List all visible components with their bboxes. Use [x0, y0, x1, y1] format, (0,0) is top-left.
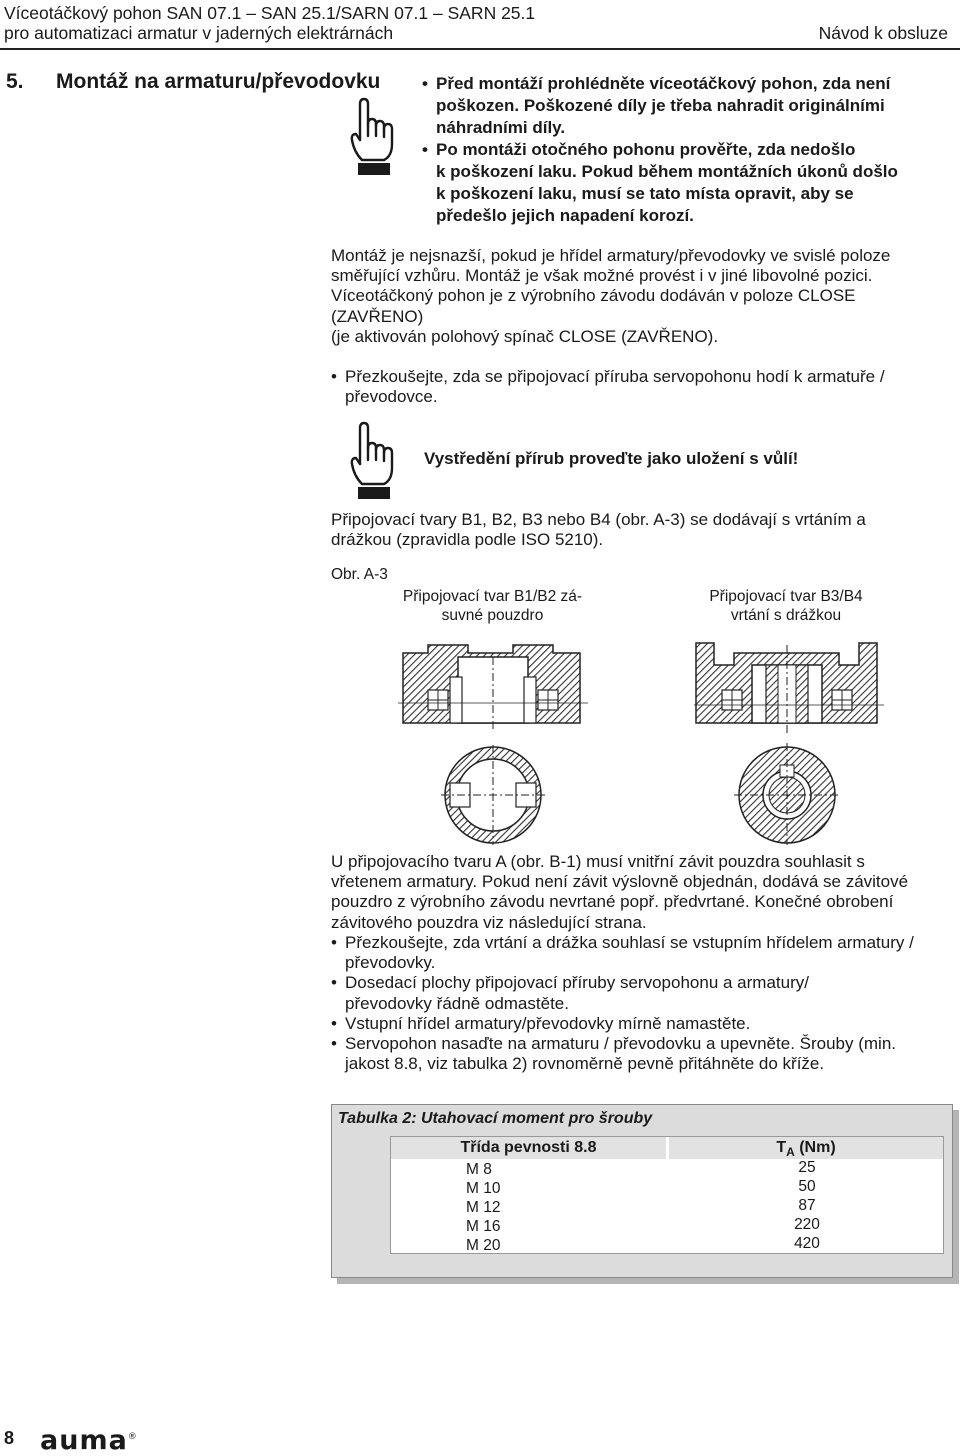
hand-warning-icon: [346, 420, 396, 500]
paragraph-line: vřetenem armatury. Pokud není závit výslovně objednán, dodává se závitové: [331, 872, 909, 892]
section-number: 5.: [6, 70, 24, 93]
table-cell: 87: [798, 1197, 816, 1214]
page-number: 8: [4, 1428, 15, 1448]
table-cell: 420: [794, 1235, 820, 1252]
right-section-view: [694, 643, 884, 845]
paragraph-line: Montáž je nejsnazší, pokud je hřídel armatury/převodovky ve svislé poloze: [331, 246, 891, 265]
warning-line: Po montáži otočného pohonu prověřte, zda nedošlo: [436, 140, 856, 159]
header-rule: [0, 48, 960, 50]
torque-unit: (Nm): [794, 1139, 836, 1156]
warning-line: Před montáží prohlédněte víceotáčkový pohon, zda není: [436, 74, 891, 93]
list-item: • Servopohon nasaďte na armaturu / převodovku a upevněte. Šrouby (min. jakost 8.8, viz tabulka 2) rovnoměrně pevně přitáhněte do kříže.: [331, 1034, 896, 1074]
torque-symbol: T: [776, 1139, 787, 1156]
table-cell: 50: [798, 1178, 816, 1195]
list-item-line: převodovky řádně odmastěte.: [345, 993, 569, 1013]
section-title: Montáž na armaturu/převodovku: [56, 70, 381, 93]
flange-drawing: [398, 635, 888, 845]
warning-line: náhradními díly.: [436, 118, 566, 137]
warning-line: k poškození laku, musí se tato místa opravit, aby se: [436, 184, 854, 203]
doc-header-title: Víceotáčkový pohon SAN 07.1 – SAN 25.1/SARN 07.1 – SARN 25.1: [4, 3, 536, 23]
auma-logo: [40, 1422, 138, 1456]
paragraph-line: Přezkoušejte, zda se připojovací příruba servopohonu hodí k armatuře /: [345, 367, 885, 386]
list-item-line: Dosedací plochy připojovací příruby servopohonu a armatury/: [345, 973, 809, 993]
mounting-paragraph: [331, 246, 951, 347]
left-section-view: [398, 645, 588, 845]
list-item-line: převodovky.: [345, 953, 436, 973]
paragraph-line: pouzdro z výrobního závodu nevrtané popř. předvrtané. Konečné obrobení: [331, 892, 894, 912]
hand-warning-icon: [346, 96, 396, 176]
paragraph-line: Připojovací tvary B1, B2, B3 nebo B4 (obr. A-3) se dodávají s vrtáním a: [331, 510, 866, 529]
paragraph-line: U připojovacího tvaru A (obr. B-1) musí vnitřní závit pouzdra souhlasit s: [331, 852, 865, 871]
torque-subscript: A: [786, 1145, 795, 1160]
figure-label: Obr. A-3: [331, 566, 388, 583]
doc-header-right: Návod k obsluze: [818, 23, 948, 43]
bore-forms-paragraph: [331, 510, 951, 550]
caption-line: Připojovací tvar B1/B2 zá-: [402, 588, 583, 605]
caption-line: vrtání s drážkou: [730, 607, 842, 624]
paragraph-line: převodovce.: [345, 387, 438, 407]
right-figure-caption: [672, 587, 900, 625]
table-cell: M 20: [466, 1237, 501, 1254]
paragraph-line: směřující vzhůru. Montáž je však možné provést i v jiné libovolné pozici.: [331, 266, 873, 286]
mounting-steps-list: [331, 933, 951, 1074]
list-item: • Vstupní hřídel armatury/převodovky mírně namastěte.: [331, 1013, 751, 1033]
paragraph-line: drážkou (zpravidla podle ISO 5210).: [331, 530, 604, 550]
table-cell: M 12: [466, 1199, 501, 1216]
warning-line: předešlo jejich napadení korozí.: [436, 206, 694, 225]
doc-header-subtitle: pro automatizaci armatur v jaderných elektrárnách: [4, 23, 394, 43]
warning-item: • Před montáží prohlédněte víceotáčkový pohon, zda není poškozen. Poškozené díly je třeba nahradit originálními náhradními díly.: [422, 74, 891, 137]
paragraph-line: (ZAVŘENO): [331, 306, 424, 326]
paragraph-line: (je aktivován polohový spínač CLOSE (ZAVŘENO).: [331, 326, 719, 346]
torque-table: [331, 1104, 953, 1278]
left-figure-caption: [380, 587, 605, 625]
paragraph-line: Víceotáčkoný pohon je z výrobního závodu dodáván v poloze CLOSE: [331, 286, 856, 306]
table-title: Tabulka 2: Utahovací moment pro šrouby: [338, 1110, 653, 1127]
table-body: [390, 1136, 944, 1254]
list-item-line: jakost 8.8, viz tabulka 2) rovnoměrně pevně přitáhněte do kříže.: [345, 1054, 825, 1074]
registered-mark: ®: [127, 1432, 138, 1442]
table-cell: 220: [794, 1216, 820, 1233]
logo-text: auma: [40, 1425, 128, 1456]
table-header-torque: [669, 1137, 943, 1159]
list-item: • Přezkoušejte, zda vrtání a drážka souhlasí se vstupním hřídelem armatury / převodovky.: [331, 933, 914, 973]
flange-check-item: • Přezkoušejte, zda se připojovací příruba servopohonu hodí k armatuře / převodovce.: [331, 367, 885, 407]
table-header-class: Třída pevnosti 8.8: [391, 1137, 666, 1159]
warning-line: k poškození laku. Pokud během montážních úkonů došlo: [436, 162, 898, 181]
warning-list: [422, 73, 952, 227]
list-item-line: Přezkoušejte, zda vrtání a drážka souhlasí se vstupním hřídelem armatury /: [345, 933, 914, 952]
caption-line: suvné pouzdro: [441, 607, 544, 624]
centering-note: Vystředění přírub proveďte jako uložení s vůlí!: [424, 449, 799, 468]
table-cell: M 8: [466, 1161, 492, 1178]
list-item-line: Servopohon nasaďte na armaturu / převodovku a upevněte. Šrouby (min.: [345, 1034, 896, 1054]
table-cell: M 10: [466, 1180, 501, 1197]
list-item-line: Vstupní hřídel armatury/převodovky mírně namastěte.: [345, 1013, 751, 1033]
table-cell: 25: [798, 1159, 816, 1176]
warning-item: • Po montáži otočného pohonu prověřte, zda nedošlo k poškození laku. Pokud během montážních úkonů došlo k poškození laku, musí se tato místa opravit, aby se předešlo jejich napadení korozí.: [422, 140, 898, 225]
caption-line: Připojovací tvar B3/B4: [709, 588, 863, 605]
warning-line: poškozen. Poškozené díly je třeba nahradit originálními: [436, 96, 885, 115]
thread-paragraph: [331, 852, 951, 933]
paragraph-line: závitového pouzdra viz následující strana.: [331, 912, 647, 932]
list-item: • Dosedací plochy připojovací příruby servopohonu a armatury/ převodovky řádně odmastěte.: [331, 973, 809, 1013]
table-cell: M 16: [466, 1218, 501, 1235]
